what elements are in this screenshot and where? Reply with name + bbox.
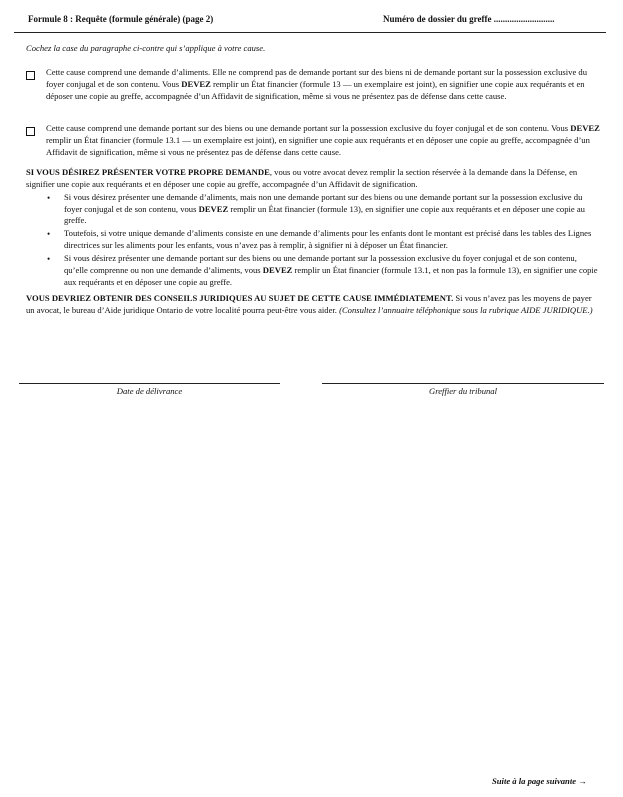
option-2-checkbox[interactable] (26, 127, 35, 136)
clerk-label: Greffier du tribunal (429, 386, 497, 396)
date-signature-line[interactable] (19, 383, 280, 384)
date-label: Date de délivrance (116, 386, 183, 396)
option-2-text: Cette cause comprend une demande portant sur des biens ou une demande portant sur la possession exclusive du foyer conjugal et de son contenu. Vous DEVEZ remplir un État financier (formule 13.1 — un exemplaire est joint), en signifier une copie aux requérants et en déposer une copie au greffe, accompagnée d’un Affidavit de signification, même si vous ne présentez pas de défense dans cette cause. (46, 123, 600, 157)
bullet-icon: • (47, 192, 51, 203)
instruction-text: Cochez la case du paragraphe ci-contre qui s’applique à votre cause. (26, 43, 266, 53)
clerk-signature-line[interactable] (322, 383, 604, 384)
header-rule (14, 32, 606, 33)
own-claim-bullets (47, 191, 601, 289)
bullet-icon: • (47, 229, 51, 240)
list-item: • Si vous désirez présenter une demande portant sur des biens ou une demande portant sur la possession exclusive du foyer conjugal et de son contenu, qu’elle comprenne ou non une demande d’aliments, vous DEVEZ remplir un État financier (formule 13.1, et non pas la formule 13), en signifier une copie aux requérants et en déposer une copie au greffe. (47, 253, 598, 287)
list-item: • Si vous désirez présenter une demande d’aliments, mais non une demande portant sur des biens ou une demande portant sur la possession exclusive du foyer conjugal et de son contenu, vous DEVEZ remplir un État financier (formule 13), en signifier une copie aux requérants et en déposer une copie au greffe. (47, 191, 585, 226)
legal-advice-heading: VOUS DEVRIEZ OBTENIR DES CONSEILS JURIDIQUES AU SUJET DE CETTE CAUSE IMMÉDIATEMENT. (26, 293, 454, 303)
continued-link[interactable]: Suite à la page suivante → (492, 776, 587, 786)
bullet-icon: • (47, 254, 51, 265)
list-item: • Toutefois, si votre unique demande d’aliments consiste en une demande d’aliments pour les enfants dont le montant est précisé dans les tables des Lignes directrices sur les aliments pour les enfants, vous n’avez pas à remplir, à signifier ni à déposer un État financier. (47, 228, 592, 251)
own-claim-heading: SI VOUS DÉSIREZ PRÉSENTER VOTRE PROPRE DEMANDE (26, 167, 270, 177)
option-1-text: Cette cause comprend une demande d’aliments. Elle ne comprend pas de demande portant sur des biens ni de demande portant sur la possession exclusive du foyer conjugal et de son contenu. Vous DEVEZ remplir un État financier (formule 13 — un exemplaire est joint), en signifier une copie aux requérants et en déposer une copie au greffe, accompagnée d’un Affidavit de signification, même si vous ne présentez pas de défense dans cette cause. (46, 67, 588, 101)
option-1-checkbox[interactable] (26, 71, 35, 80)
own-claim-paragraph: SI VOUS DÉSIREZ PRÉSENTER VOTRE PROPRE DEMANDE, vous ou votre avocat devez remplir la section réservée à la demande dans la Défense, en signifier une copie aux requérants et en déposer une copie au greffe, accompagnée d’un Affidavit de signification. • Si vous désirez présenter une demande d’aliments, mais non une demande portant sur des biens ou une demande portant sur la possession exclusive du foyer conjugal et de son contenu, vous DEVEZ remplir un État financier (formule 13), en signifier une copie aux requérants et en déposer une copie au greffe. • Toutefois, si votre unique demande d’aliments consiste en une demande d’aliments pour les enfants dont le montant est précisé dans les tables des Lignes directrices sur les aliments pour les enfants, vous n’avez pas à remplir, à signifier ni à déposer un État financier. • Si vous désirez présenter une demande portant sur des biens ou une demande portant sur la possession exclusive du foyer conjugal et de son contenu, qu’elle comprenne ou non une demande d’aliments, vous DEVEZ remplir un État financier (formule 13.1, et non pas la formule 13), en signifier une copie aux requérants et en déposer une copie au greffe. (26, 167, 601, 290)
file-number-label: Numéro de dossier du greffe ........................... (383, 14, 555, 24)
form-title: Formule 8 : Requête (formule générale) (page 2) (28, 14, 214, 24)
legal-advice-paragraph: VOUS DEVRIEZ OBTENIR DES CONSEILS JURIDIQUES AU SUJET DE CETTE CAUSE IMMÉDIATEMENT. Si vous n’avez pas les moyens de payer un avocat, le bureau d’Aide juridique Ontario de votre localité pourra peut-être vous aider. (Consultez l’annuaire téléphonique sous la rubrique AIDE JURIDIQUE.) (26, 293, 593, 315)
